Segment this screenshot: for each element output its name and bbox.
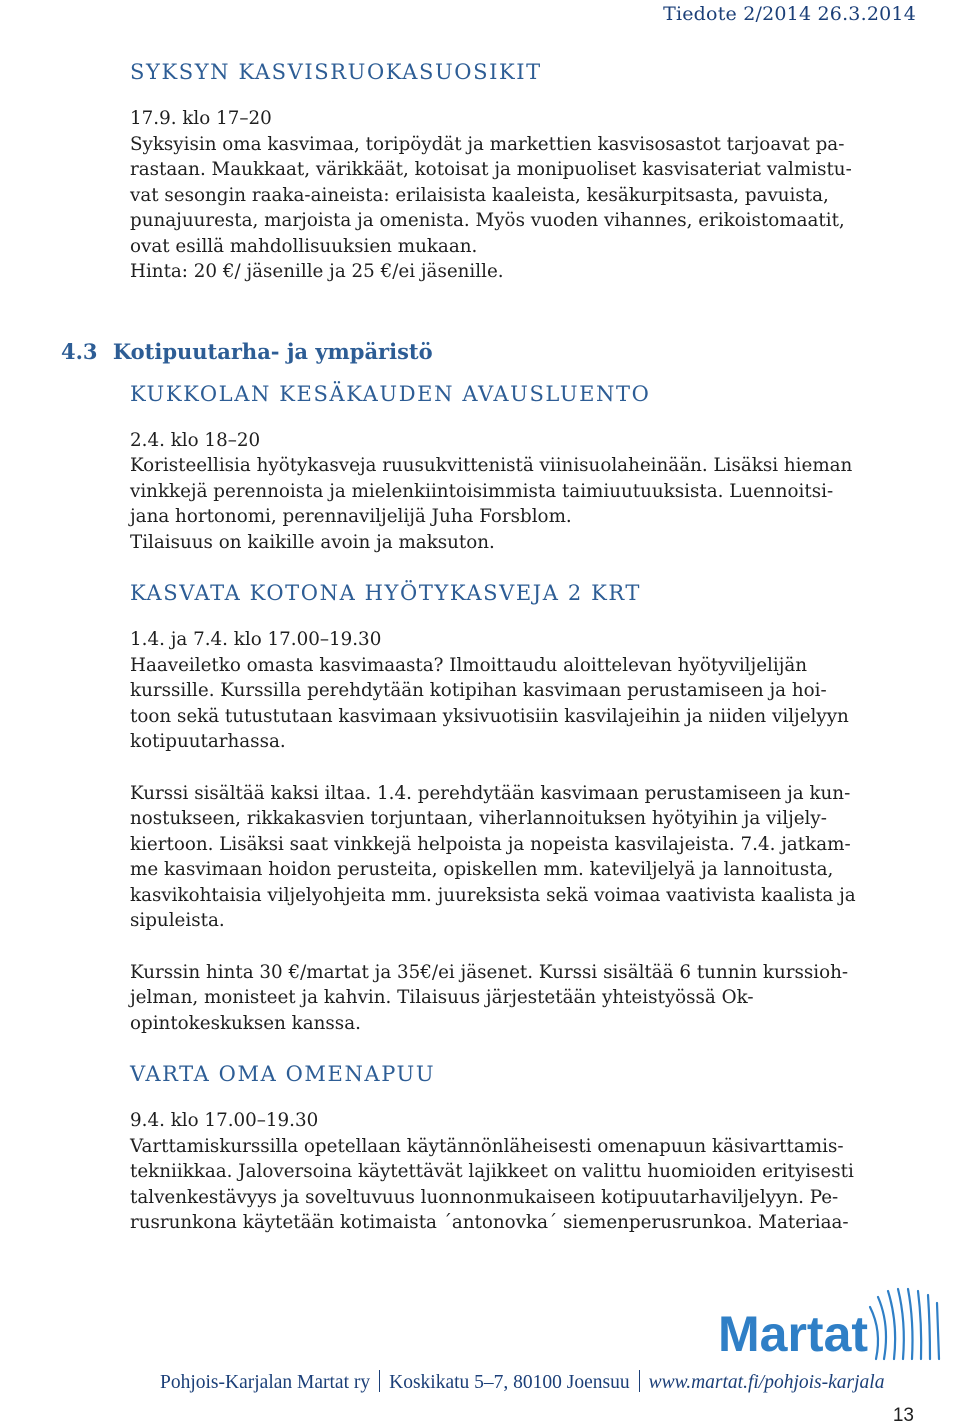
paragraph-line: ovat esillä mahdollisuuksien mukaan. [130, 235, 478, 257]
logo-wordmark: Martat [718, 1306, 869, 1362]
paragraph-line: rusrunkona käytetään kotimaista ´antonovka´ siemenperusrunkoa. Materiaa- [130, 1212, 849, 1233]
paragraph-line: tekniikkaa. Jaloversoina käytettävät lajikkeet on valittu huomioiden erityisesti [130, 1161, 854, 1182]
document-body [61, 60, 920, 1236]
sheaf-icon [870, 1289, 939, 1359]
event-title-kasvata-kotona: KASVATA KOTONA HYÖTYKASVEJA 2 KRT [130, 581, 642, 605]
paragraph-line: opintokeskuksen kanssa. [130, 1012, 361, 1034]
event-date: 17.9. klo 17–20 [130, 108, 272, 129]
event-date: 1.4. ja 7.4. klo 17.00–19.30 [130, 629, 382, 650]
paragraph-line: kurssille. Kurssilla perehdytään kotipihan kasvimaan perustamiseen ja hoi- [130, 680, 827, 701]
paragraph-line: kasvikohtaisia viljelyohjeita mm. juureksista sekä voimaa vaativista kaalista ja [130, 884, 856, 906]
event-date: 9.4. klo 17.00–19.30 [130, 1110, 319, 1131]
paragraph-line: Varttamiskurssilla opetellaan käytännönläheisesti omenapuun käsivarttamis- [130, 1135, 844, 1157]
footer-divider [379, 1370, 380, 1392]
paragraph-line: sipuleista. [130, 910, 225, 931]
paragraph-line: kotipuutarhassa. [130, 731, 286, 752]
martat-logo [710, 1285, 950, 1365]
paragraph-line: Kurssi sisältää kaksi iltaa. 1.4. perehdytään kasvimaan perustamiseen ja kun- [130, 782, 851, 804]
paragraph-line: vat sesongin raaka-aineista: erilaisista kaaleista, kesäkurpitsasta, pavuista, [130, 184, 829, 206]
paragraph-line: jana hortonomi, perennaviljelijä Juha Forsblom. [130, 506, 572, 527]
event-date: 2.4. klo 18–20 [130, 429, 261, 451]
footer-address: Koskikatu 5–7, 80100 Joensuu [389, 1372, 630, 1393]
section-heading [61, 339, 851, 364]
paragraph-line: nostukseen, rikkakasvien torjuntaan, viherlannoituksen hyötyihin ja viljely- [130, 808, 827, 829]
section-title: Kotipuutarha- ja ympäristö [112, 338, 433, 364]
paragraph-line: toon sekä tutustutaan kasvimaan yksivuotisiin kasvilajeihin ja niiden viljelyyn [130, 705, 849, 727]
document-reference: Tiedote 2/2014 26.3.2014 [663, 3, 916, 25]
event-title-syksyn-kasvisruokasuosikit: SYKSYN KASVISRUOKASUOSIKIT [130, 60, 542, 84]
paragraph-line: Kurssin hinta 30 €/martat ja 35€/ei jäsenet. Kurssi sisältää 6 tunnin kurssioh- [130, 961, 849, 983]
section-number: 4.3 [61, 338, 98, 364]
paragraph-line: punajuuresta, marjoista ja omenista. Myös vuoden vihannes, erikoistomaatit, [130, 210, 845, 231]
event-title-varta-oma-omenapuu: VARTA OMA OMENAPUU [130, 1062, 436, 1086]
paragraph-line: Haaveiletko omasta kasvimaasta? Ilmoittaudu aloittelevan hyötyviljelijän [130, 654, 808, 676]
page-number: 13 [892, 1405, 914, 1426]
paragraph-line: jelman, monisteet ja kahvin. Tilaisuus järjestetään yhteistyössä Ok- [130, 987, 754, 1008]
footer-url[interactable]: www.martat.fi/pohjois-karjala [648, 1372, 885, 1393]
paragraph-line: Syksyisin oma kasvimaa, toripöydät ja markettien kasvisosastot tarjoavat pa- [130, 133, 845, 155]
footer-divider [639, 1370, 640, 1392]
paragraph-line: talvenkestävyys ja soveltuvuus luonnonmukaiseen kotipuutarhaviljelyyn. Pe- [130, 1186, 839, 1208]
footer-org: Pohjois-Karjalan Martat ry [160, 1372, 371, 1393]
paragraph-line: Koristeellisia hyötykasveja ruusukvittenistä viinisuolaheinään. Lisäksi hieman [130, 455, 853, 476]
price-line: Hinta: 20 €/ jäsenille ja 25 €/ei jäsenille. [130, 261, 504, 282]
paragraph-line: me kasvimaan hoidon perusteita, opiskellen mm. kateviljelyä ja lannoitusta, [130, 859, 834, 880]
paragraph-line: vinkkejä perennoista ja mielenkiintoisimmista taimiuutuuksista. Luennoitsi- [130, 480, 834, 502]
paragraph-line: rastaan. Maukkaat, värikkäät, kotoisat ja monipuoliset kasvisateriat valmistu- [130, 159, 852, 180]
footer-contact [160, 1370, 950, 1394]
paragraph-line: kiertoon. Lisäksi saat vinkkejä helpoista ja nopeista kasvilajeista. 7.4. jatkam- [130, 833, 851, 855]
event-title-kukkolan-avausluento: KUKKOLAN KESÄKAUDEN AVAUSLUENTO [130, 381, 651, 406]
paragraph-line: Tilaisuus on kaikille avoin ja maksuton. [130, 531, 495, 553]
